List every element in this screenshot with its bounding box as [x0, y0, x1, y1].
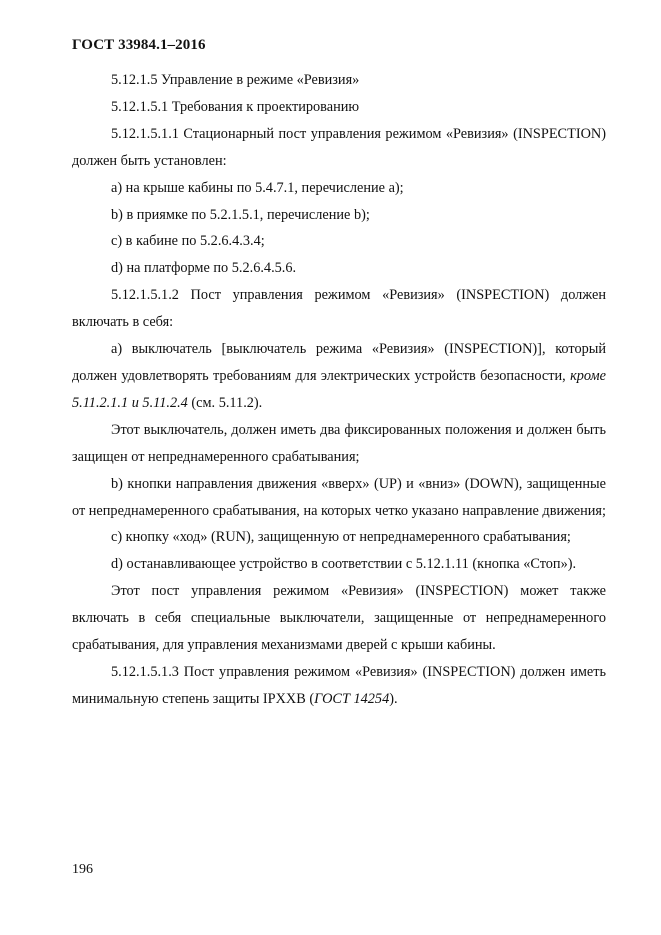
protection-text: 5.12.1.5.1.3 Пост управления режимом «Ревизия» (INSPECTION) должен иметь минимальную степень защиты IPXXB (	[72, 663, 606, 707]
document-header: ГОСТ 33984.1–2016	[72, 37, 206, 53]
paragraph-5-12-1-5-1-3	[72, 659, 606, 713]
page-number: 196	[72, 862, 93, 877]
gost-reference-italic: ГОСТ 14254	[314, 690, 390, 707]
list-item-switch	[72, 336, 606, 417]
paragraph-5-12-1-5-1-1: 5.12.1.5.1.1 Стационарный пост управления режимом «Ревизия» (INSPECTION) должен быть установлен:	[72, 125, 606, 169]
switch-text: а) выключатель [выключатель режима «Ревизия» (INSPECTION)], который должен удовлетворять требованиям для электрических устройств безопасности,	[72, 341, 606, 384]
section-heading-5-12-1-5: 5.12.1.5 Управление в режиме «Ревизия»	[111, 72, 360, 88]
paragraph-special-switches: Этот пост управления режимом «Ревизия» (INSPECTION) может также включать в себя специальные выключатели, защищенные от непреднамеренного срабатывания, для управления механизмами дверей с крыши кабины.	[72, 583, 606, 654]
list-item-a: a) на крыше кабины по 5.4.7.1, перечисление а);	[111, 179, 404, 196]
list-item-d: d) на платформе по 5.2.6.4.5.6.	[111, 260, 297, 277]
list-item-c: c) в кабине по 5.2.6.4.3.4;	[111, 233, 265, 250]
list-item-direction-buttons: b) кнопки направления движения «вверх» (UP) и «вниз» (DOWN), защищенные от непреднамеренного срабатывания, на которых четко указано направление движения;	[72, 475, 606, 519]
list-item-b: b) в приямке по 5.2.1.5.1, перечисление b);	[111, 206, 370, 223]
protection-text-end: ).	[389, 690, 398, 707]
section-heading-5-12-1-5-1: 5.12.1.5.1 Требования к проектированию	[111, 98, 360, 115]
document-body	[72, 67, 606, 713]
switch-reference: (см. 5.11.2).	[191, 394, 263, 411]
paragraph-5-12-1-5-1-2: 5.12.1.5.1.2 Пост управления режимом «Ревизия» (INSPECTION) должен включать в себя:	[72, 287, 606, 331]
list-item-stop-device: d) останавливающее устройство в соответствии с 5.12.1.11 (кнопка «Стоп»).	[111, 556, 577, 573]
switch-exception-italic: кроме 5.11.2.1.1 и 5.11.2.4	[72, 367, 607, 411]
paragraph-switch-positions: Этот выключатель, должен иметь два фиксированных положения и должен быть защищен от непреднамеренного срабатывания;	[72, 421, 606, 465]
list-item-run-button: с) кнопку «ход» (RUN), защищенную от непреднамеренного срабатывания;	[111, 529, 571, 546]
